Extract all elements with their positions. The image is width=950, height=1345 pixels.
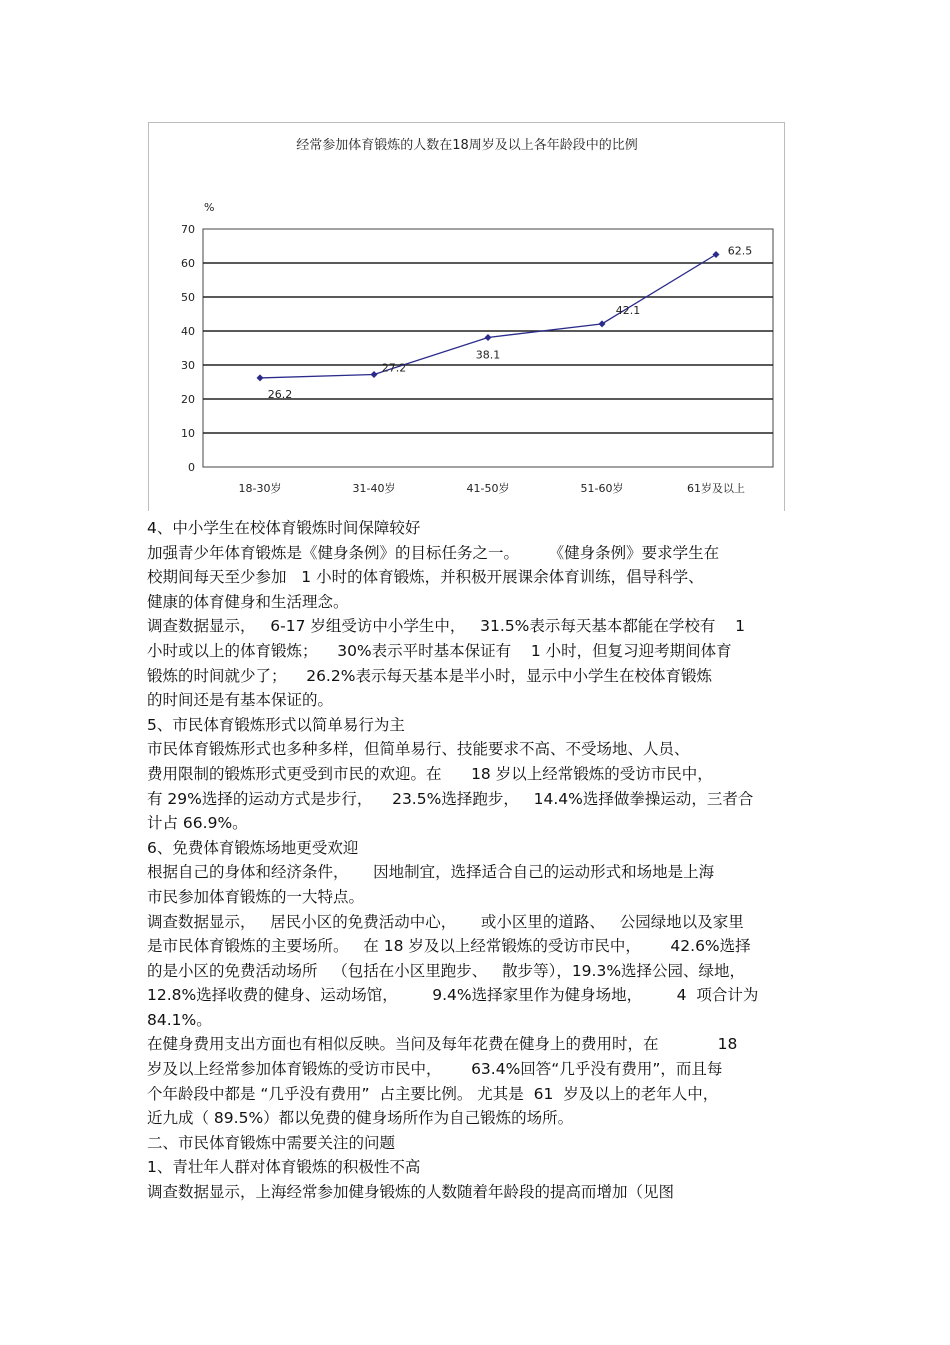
text-line: 锻炼的时间就少了； 26.2%表示每天基本是半小时，显示中小学生在校体育锻炼 xyxy=(147,666,712,685)
x-tick-label: 31-40岁 xyxy=(352,482,396,495)
y-tick-label: 50 xyxy=(181,291,195,304)
data-label: 62.5 xyxy=(727,244,753,258)
text-line: 小时或以上的体育锻炼； 30%表示平时基本保证有 1 小时，但复习迎考期间体育 xyxy=(147,641,732,660)
text-line: 市民体育锻炼形式也多种多样，但简单易行、技能要求不高、不受场地、人员、 xyxy=(147,740,690,759)
text-line: 调查数据显示，上海经常参加健身锻炼的人数随着年龄段的提高而增加（见图 xyxy=(147,1183,675,1202)
data-label: 38.1 xyxy=(475,348,501,362)
y-tick-label: 0 xyxy=(188,461,195,474)
text-line: 近九成（ 89.5%）都以免费的健身场所作为自己锻炼的场所。 xyxy=(147,1109,574,1128)
text-line: 岁及以上经常参加体育锻炼的受访市民中， 63.4%回答“几乎没有费用”，而且每 xyxy=(147,1060,723,1079)
x-tick-label: 61岁及以上 xyxy=(687,482,745,495)
text-line: 计占 66.9%。 xyxy=(147,814,248,833)
y-tick-label: 10 xyxy=(181,427,195,440)
y-axis-unit-label: % xyxy=(204,201,215,214)
x-tick-label: 18-30岁 xyxy=(238,482,282,495)
text-line: 的是小区的免费活动场所 （包括在小区里跑步、 散步等），19.3%选择公园、绿地， xyxy=(147,961,746,980)
text-line: 4、中小学生在校体育锻炼时间保障较好 xyxy=(147,519,421,537)
data-point-marker xyxy=(713,251,720,258)
text-line: 5、市民体育锻炼形式以简单易行为主 xyxy=(147,715,405,734)
y-tick-label: 40 xyxy=(181,325,195,338)
text-line: 健康的体育健身和生活理念。 xyxy=(147,592,349,611)
chart-title: 经常参加体育锻炼的人数在18周岁及以上各年龄段中的比例 xyxy=(296,138,638,153)
text-line: 个年龄段中都是 “几乎没有费用” 占主要比例。 尤其是 61 岁及以上的老年人中， xyxy=(147,1084,719,1103)
text-line: 二、市民体育锻炼中需要关注的问题 xyxy=(147,1133,396,1152)
data-point-marker xyxy=(599,320,606,327)
y-tick-label: 60 xyxy=(181,257,195,270)
text-line: 市民参加体育锻炼的一大特点。 xyxy=(147,887,365,906)
document-body-text xyxy=(147,516,817,1205)
text-line: 加强青少年体育锻炼是《健身条例》的目标任务之一。 《健身条例》要求学生在 xyxy=(147,543,720,562)
y-tick-label: 20 xyxy=(181,393,195,406)
data-point-marker xyxy=(257,374,264,381)
data-point-marker xyxy=(371,371,378,378)
age-group-exercise-chart xyxy=(148,122,785,511)
text-line: 12.8%选择收费的健身、运动场馆， 9.4%选择家里作为健身场地， 4 项合计为 xyxy=(147,986,759,1005)
data-label: 26.2 xyxy=(267,387,293,401)
text-line: 6、免费体育锻炼场地更受欢迎 xyxy=(147,838,359,857)
text-line: 是市民体育锻炼的主要场所。 在 18 岁及以上经常锻炼的受访市民中， 42.6%选择 xyxy=(147,937,751,956)
y-tick-label: 30 xyxy=(181,359,195,372)
data-point-marker xyxy=(485,334,492,341)
text-line: 84.1%。 xyxy=(147,1010,212,1029)
text-line: 1、青壮年人群对体育锻炼的积极性不高 xyxy=(147,1158,421,1177)
data-label: 27.2 xyxy=(381,361,407,375)
line-chart-canvas xyxy=(149,123,784,511)
data-label: 42.1 xyxy=(615,303,641,317)
text-line: 费用限制的锻炼形式更受到市民的欢迎。在 18 岁以上经常锻炼的受访市民中， xyxy=(147,764,713,783)
x-tick-label: 41-50岁 xyxy=(466,482,510,495)
text-line: 根据自己的身体和经济条件， 因地制宜，选择适合自己的运动形式和场地是上海 xyxy=(147,863,715,882)
y-tick-label: 70 xyxy=(181,223,195,236)
text-line: 校期间每天至少参加 1 小时的体育锻炼，并积极开展课余体育训练，倡导科学、 xyxy=(147,568,704,587)
text-line: 调查数据显示， 6-17 岁组受访中小学生中， 31.5%表示每天基本都能在学校有 1 xyxy=(147,617,745,636)
text-line: 调查数据显示， 居民小区的免费活动中心， 或小区里的道路、 公园绿地以及家里 xyxy=(147,912,744,931)
text-line: 有 29%选择的运动方式是步行， 23.5%选择跑步， 14.4%选择做拳操运动，三者合 xyxy=(147,789,754,808)
text-line: 的时间还是有基本保证的。 xyxy=(147,691,334,710)
text-line: 在健身费用支出方面也有相似反映。当问及每年花费在健身上的费用时，在 18 xyxy=(147,1035,738,1054)
x-tick-label: 51-60岁 xyxy=(580,482,624,495)
